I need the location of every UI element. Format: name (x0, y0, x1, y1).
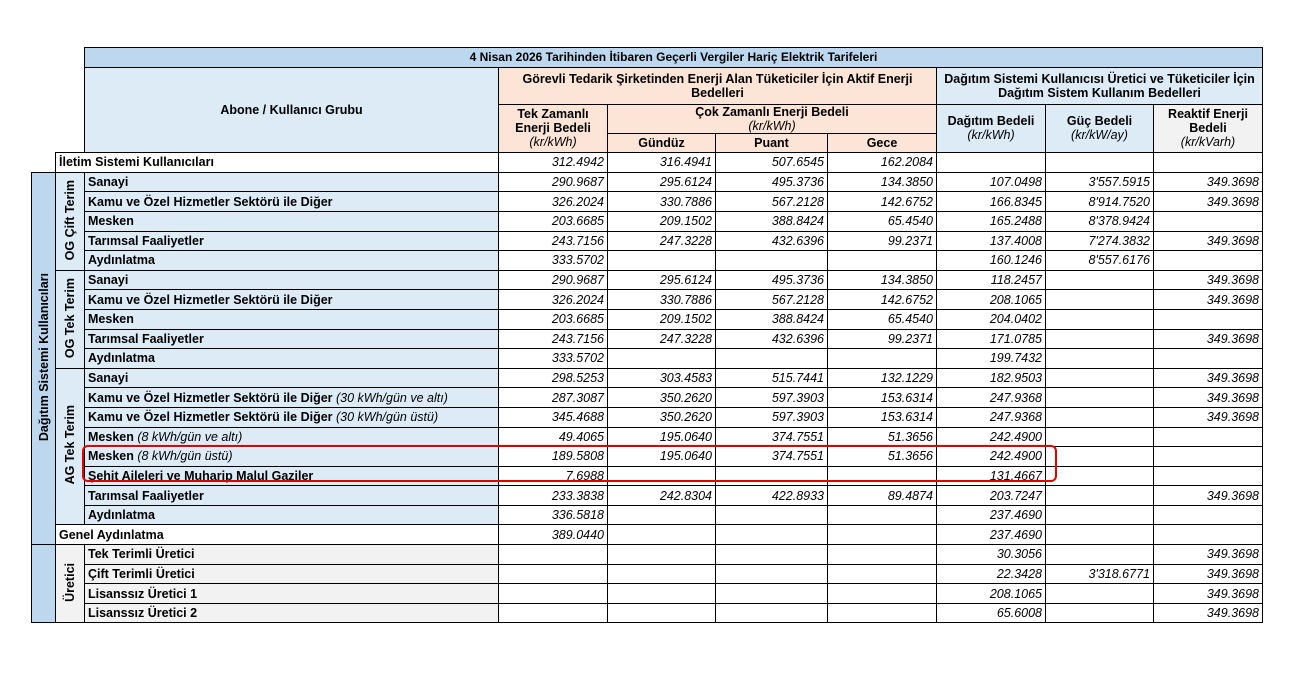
cell-guc-bedeli (1046, 309, 1154, 329)
cell-guc-bedeli (1046, 329, 1154, 349)
outer-label-dagitim-text: Dağıtım Sistemi Kullanıcıları (36, 272, 51, 441)
cell-tek-zamanli: 298.5253 (499, 368, 608, 388)
cell-tek-zamanli (499, 545, 608, 565)
cell-tek-zamanli: 345.4688 (499, 407, 608, 427)
row-label-text: Tarımsal Faaliyetler (88, 233, 204, 248)
row-label (85, 486, 499, 506)
row-label-text: Genel Aydınlatma (59, 527, 164, 542)
row-label (85, 211, 499, 231)
row-label (85, 329, 499, 349)
cell-gunduz (608, 603, 716, 623)
table-row (32, 309, 1263, 329)
cell-dagitim-bedeli: 165.2488 (937, 211, 1046, 231)
row-label-text: Sanayi (88, 273, 129, 288)
cell-guc-bedeli (1046, 368, 1154, 388)
cell-tek-zamanli: 290.9687 (499, 172, 608, 192)
group-label-text: AG Tek Terim (63, 405, 77, 485)
cell-gece: 89.4874 (828, 486, 937, 506)
cell-puant: 374.7551 (716, 427, 828, 447)
cell-tek-zamanli: 243.7156 (499, 329, 608, 349)
header-dagitim-bedeli-unit: (kr/kWh) (967, 128, 1015, 143)
cell-guc-bedeli (1046, 545, 1154, 565)
table-row (32, 231, 1263, 251)
cell-puant: 597.3903 (716, 407, 828, 427)
cell-reaktif: 349.3698 (1154, 486, 1263, 506)
header-reaktif-label: Reaktif Enerji Bedeli (1168, 107, 1248, 136)
cell-gunduz: 350.2620 (608, 407, 716, 427)
cell-puant: 495.3736 (716, 172, 828, 192)
cell-gece (828, 505, 937, 525)
cell-gunduz: 350.2620 (608, 388, 716, 408)
row-label-text: Kamu ve Özel Hizmetler Sektörü ile Diğer (88, 194, 333, 209)
cell-guc-bedeli (1046, 466, 1154, 486)
row-label-text: Sanayi (88, 175, 129, 190)
row-label (85, 505, 499, 525)
cell-dagitim-bedeli: 22.3428 (937, 564, 1046, 584)
cell-guc-bedeli (1046, 153, 1154, 173)
row-label (85, 231, 499, 251)
cell-tek-zamanli: 326.2024 (499, 192, 608, 212)
cell-reaktif: 349.3698 (1154, 545, 1263, 565)
row-label (85, 466, 499, 486)
row-label (56, 525, 499, 545)
cell-gece: 142.6752 (828, 192, 937, 212)
cell-dagitim-bedeli (937, 153, 1046, 173)
cell-reaktif: 349.3698 (1154, 368, 1263, 388)
cell-tek-zamanli: 203.6685 (499, 211, 608, 231)
cell-guc-bedeli (1046, 290, 1154, 310)
cell-reaktif: 349.3698 (1154, 388, 1263, 408)
row-label (85, 388, 499, 408)
cell-gece (828, 603, 937, 623)
cell-tek-zamanli (499, 564, 608, 584)
cell-reaktif (1154, 153, 1263, 173)
outer-label-uretici (56, 545, 85, 623)
cell-dagitim-bedeli: 137.4008 (937, 231, 1046, 251)
group-label (56, 368, 85, 525)
cell-reaktif (1154, 251, 1263, 271)
cell-guc-bedeli: 8'378.9424 (1046, 211, 1154, 231)
row-label-text: Kamu ve Özel Hizmetler Sektörü ile Diğer (88, 292, 333, 307)
cell-gunduz: 195.0640 (608, 447, 716, 467)
cell-gece: 99.2371 (828, 329, 937, 349)
cell-gunduz: 316.4941 (608, 153, 716, 173)
cell-gece (828, 466, 937, 486)
cell-reaktif (1154, 466, 1263, 486)
cell-guc-bedeli (1046, 407, 1154, 427)
cell-guc-bedeli (1046, 447, 1154, 467)
header-puant: Puant (716, 133, 828, 153)
cell-gunduz (608, 584, 716, 604)
cell-gunduz: 303.4583 (608, 368, 716, 388)
row-label (85, 192, 499, 212)
cell-gece: 134.3850 (828, 270, 937, 290)
table-row (32, 584, 1263, 604)
cell-tek-zamanli (499, 603, 608, 623)
cell-gece: 99.2371 (828, 231, 937, 251)
row-label-text: Çift Terimli Üretici (88, 566, 195, 581)
header-group: Abone / Kullanıcı Grubu (85, 67, 499, 153)
row-label-text: Tek Terimli Üretici (88, 547, 195, 562)
cell-gece (828, 584, 937, 604)
row-label-text: Aydınlatma (88, 253, 155, 268)
group-label (56, 270, 85, 368)
row-label (85, 407, 499, 427)
cell-puant: 422.8933 (716, 486, 828, 506)
table-row (32, 564, 1263, 584)
cell-puant: 567.2128 (716, 192, 828, 212)
row-label-text: Tarımsal Faaliyetler (88, 488, 204, 503)
table-row (32, 270, 1263, 290)
cell-puant (716, 251, 828, 271)
cell-gunduz: 330.7886 (608, 290, 716, 310)
row-label (85, 172, 499, 192)
group-label (56, 172, 85, 270)
cell-dagitim-bedeli: 237.4690 (937, 525, 1046, 545)
outer-label-uretici-text: Üretici (63, 562, 77, 602)
table-row (32, 603, 1263, 623)
table-row (32, 388, 1263, 408)
cell-gunduz: 247.3228 (608, 231, 716, 251)
cell-guc-bedeli (1046, 584, 1154, 604)
header-guc-bedeli-label: Güç Bedeli (1066, 114, 1133, 129)
cell-dagitim-bedeli: 160.1246 (937, 251, 1046, 271)
row-label-text: Aydınlatma (88, 508, 155, 523)
table-row (32, 427, 1263, 447)
table-title: 4 Nisan 2026 Tarihinden İtibaren Geçerli Vergiler Hariç Elektrik Tarifeleri (85, 48, 1263, 68)
cell-reaktif: 349.3698 (1154, 407, 1263, 427)
cell-puant: 432.6396 (716, 329, 828, 349)
cell-gunduz (608, 251, 716, 271)
cell-reaktif: 349.3698 (1154, 603, 1263, 623)
cell-guc-bedeli: 3'557.5915 (1046, 172, 1154, 192)
header-guc-bedeli (1046, 104, 1154, 153)
header-dagitim-bedeli-label: Dağıtım Bedeli (947, 114, 1035, 129)
cell-guc-bedeli (1046, 427, 1154, 447)
cell-gunduz (608, 545, 716, 565)
cell-dagitim-bedeli: 118.2457 (937, 270, 1046, 290)
cell-dagitim-bedeli: 182.9503 (937, 368, 1046, 388)
cell-gece (828, 525, 937, 545)
header-tek-zamanli (499, 104, 608, 153)
cell-puant: 374.7551 (716, 447, 828, 467)
row-label-text: İletim Sistemi Kullanıcıları (59, 155, 214, 170)
cell-reaktif (1154, 211, 1263, 231)
row-label-text: Kamu ve Özel Hizmetler Sektörü ile Diğer (88, 390, 333, 405)
row-label-note: (8 kWh/gün ve altı) (137, 429, 243, 444)
cell-puant: 388.8424 (716, 211, 828, 231)
cell-reaktif (1154, 525, 1263, 545)
cell-tek-zamanli: 7.6988 (499, 466, 608, 486)
cell-gunduz (608, 466, 716, 486)
row-label-note: (8 kWh/gün üstü) (137, 449, 233, 464)
title-row (32, 48, 1263, 68)
cell-tek-zamanli: 243.7156 (499, 231, 608, 251)
cell-dagitim-bedeli: 166.8345 (937, 192, 1046, 212)
row-label (85, 290, 499, 310)
cell-reaktif: 349.3698 (1154, 290, 1263, 310)
row-label (85, 349, 499, 369)
cell-dagitim-bedeli: 237.4690 (937, 505, 1046, 525)
cell-gunduz: 195.0640 (608, 427, 716, 447)
group-label-text: OG Tek Terim (63, 277, 77, 358)
cell-tek-zamanli: 333.5702 (499, 251, 608, 271)
header-cok-zamanli-label: Çok Zamanlı Enerji Bedeli (695, 104, 849, 119)
table-row (32, 447, 1263, 467)
header-cok-zamanli (608, 104, 937, 133)
row-label (85, 251, 499, 271)
table-row (32, 251, 1263, 271)
cell-gece: 134.3850 (828, 172, 937, 192)
table-row (32, 172, 1263, 192)
cell-tek-zamanli: 290.9687 (499, 270, 608, 290)
cell-reaktif (1154, 349, 1263, 369)
cell-puant: 432.6396 (716, 231, 828, 251)
cell-gece: 153.6314 (828, 388, 937, 408)
cell-reaktif: 349.3698 (1154, 172, 1263, 192)
cell-tek-zamanli: 326.2024 (499, 290, 608, 310)
table-row (32, 505, 1263, 525)
outer-label-dagitim (32, 172, 56, 544)
cell-guc-bedeli (1046, 270, 1154, 290)
cell-dagitim-bedeli: 247.9368 (937, 388, 1046, 408)
cell-gunduz: 295.6124 (608, 270, 716, 290)
cell-reaktif (1154, 505, 1263, 525)
cell-guc-bedeli (1046, 505, 1154, 525)
cell-guc-bedeli: 3'318.6771 (1046, 564, 1154, 584)
cell-guc-bedeli (1046, 603, 1154, 623)
cell-gece: 153.6314 (828, 407, 937, 427)
row-label (85, 447, 499, 467)
row-label-text: Kamu ve Özel Hizmetler Sektörü ile Diğer (88, 410, 333, 425)
table-row (32, 290, 1263, 310)
row-label (85, 309, 499, 329)
cell-puant (716, 545, 828, 565)
cell-gece (828, 545, 937, 565)
row-label-note: (30 kWh/gün ve altı) (336, 390, 448, 405)
cell-tek-zamanli (499, 584, 608, 604)
cell-puant: 597.3903 (716, 388, 828, 408)
cell-gece: 162.2084 (828, 153, 937, 173)
cell-reaktif: 349.3698 (1154, 329, 1263, 349)
cell-tek-zamanli: 389.0440 (499, 525, 608, 545)
cell-dagitim-bedeli: 30.3056 (937, 545, 1046, 565)
cell-puant: 515.7441 (716, 368, 828, 388)
table-row (32, 545, 1263, 565)
cell-guc-bedeli (1046, 388, 1154, 408)
cell-dagitim-bedeli: 171.0785 (937, 329, 1046, 349)
cell-gunduz (608, 349, 716, 369)
cell-gece: 51.3656 (828, 447, 937, 467)
cell-gunduz: 330.7886 (608, 192, 716, 212)
table-row (32, 153, 1263, 173)
cell-dagitim-bedeli: 242.4900 (937, 427, 1046, 447)
cell-dagitim-bedeli: 131.4667 (937, 466, 1046, 486)
cell-puant (716, 564, 828, 584)
header-cok-zamanli-unit: (kr/kWh) (748, 118, 796, 133)
row-label (85, 545, 499, 565)
row-label-text: Mesken (88, 449, 134, 464)
cell-puant: 507.6545 (716, 153, 828, 173)
cell-tek-zamanli: 312.4942 (499, 153, 608, 173)
row-label (85, 603, 499, 623)
cell-dagitim-bedeli: 208.1065 (937, 584, 1046, 604)
row-label-text: Lisanssız Üretici 2 (88, 606, 198, 621)
cell-dagitim-bedeli: 107.0498 (937, 172, 1046, 192)
cell-tek-zamanli: 333.5702 (499, 349, 608, 369)
cell-dagitim-bedeli: 242.4900 (937, 447, 1046, 467)
header-dagitim-bedeli (937, 104, 1046, 153)
cell-gunduz (608, 564, 716, 584)
cell-reaktif: 349.3698 (1154, 231, 1263, 251)
group-label-text: OG Çift Terim (63, 179, 77, 260)
tariff-table (31, 47, 1263, 623)
row-label-note: (30 kWh/gün üstü) (336, 410, 439, 425)
cell-guc-bedeli: 8'557.6176 (1046, 251, 1154, 271)
cell-dagitim-bedeli: 208.1065 (937, 290, 1046, 310)
header-reaktif (1154, 104, 1263, 153)
cell-puant: 388.8424 (716, 309, 828, 329)
cell-guc-bedeli: 7'274.3832 (1046, 231, 1154, 251)
row-label-text: Aydınlatma (88, 351, 155, 366)
cell-gunduz (608, 505, 716, 525)
header-gorevli: Görevli Tedarik Şirketinden Enerji Alan Tüketiciler İçin Aktif Enerji Bedelleri (499, 67, 937, 104)
row-label (56, 153, 499, 173)
header-tek-zamanli-label: Tek Zamanlı Enerji Bedeli (515, 107, 591, 136)
cell-reaktif (1154, 309, 1263, 329)
cell-gece (828, 349, 937, 369)
cell-tek-zamanli: 49.4065 (499, 427, 608, 447)
row-label-text: Mesken (88, 429, 134, 444)
cell-gunduz (608, 525, 716, 545)
row-label-text: Lisanssız Üretici 1 (88, 586, 198, 601)
cell-gunduz: 209.1502 (608, 211, 716, 231)
cell-puant (716, 505, 828, 525)
table-row (32, 486, 1263, 506)
cell-gunduz: 209.1502 (608, 309, 716, 329)
cell-reaktif: 349.3698 (1154, 584, 1263, 604)
cell-gunduz: 247.3228 (608, 329, 716, 349)
cell-tek-zamanli: 189.5808 (499, 447, 608, 467)
row-label (85, 368, 499, 388)
header-gunduz: Gündüz (608, 133, 716, 153)
table-row (32, 192, 1263, 212)
cell-dagitim-bedeli: 247.9368 (937, 407, 1046, 427)
cell-guc-bedeli (1046, 349, 1154, 369)
blank-cell (32, 153, 56, 173)
cell-reaktif: 349.3698 (1154, 192, 1263, 212)
cell-reaktif (1154, 447, 1263, 467)
cell-puant (716, 525, 828, 545)
row-label-text: Tarımsal Faaliyetler (88, 331, 204, 346)
table-row (32, 466, 1263, 486)
header-gece: Gece (828, 133, 937, 153)
cell-dagitim-bedeli: 65.6008 (937, 603, 1046, 623)
header-guc-bedeli-unit: (kr/kW/ay) (1071, 128, 1128, 143)
header-row-1 (32, 67, 1263, 104)
cell-puant (716, 603, 828, 623)
cell-puant (716, 584, 828, 604)
row-label (85, 584, 499, 604)
cell-guc-bedeli: 8'914.7520 (1046, 192, 1154, 212)
cell-reaktif: 349.3698 (1154, 564, 1263, 584)
cell-puant (716, 466, 828, 486)
header-tek-zamanli-unit: (kr/kWh) (529, 135, 577, 150)
cell-tek-zamanli: 203.6685 (499, 309, 608, 329)
outer-label-blank (32, 545, 56, 623)
cell-reaktif (1154, 427, 1263, 447)
cell-gece: 51.3656 (828, 427, 937, 447)
row-label-text: Mesken (88, 312, 134, 327)
header-dagitim: Dağıtım Sistemi Kullanıcısı Üretici ve Tüketiciler İçin Dağıtım Sistem Kullanım Bedelleri (937, 67, 1263, 104)
row-label-text: Mesken (88, 214, 134, 229)
row-label-text: Şehit Aileleri ve Muharip Malul Gaziler (88, 468, 314, 483)
cell-puant: 567.2128 (716, 290, 828, 310)
table-row (32, 349, 1263, 369)
table-row (32, 211, 1263, 231)
cell-tek-zamanli: 336.5818 (499, 505, 608, 525)
row-label (85, 427, 499, 447)
cell-gece (828, 564, 937, 584)
row-label (85, 564, 499, 584)
header-reaktif-unit: (kr/kVarh) (1180, 135, 1236, 150)
cell-guc-bedeli (1046, 525, 1154, 545)
cell-gece: 132.1229 (828, 368, 937, 388)
cell-tek-zamanli: 233.3838 (499, 486, 608, 506)
cell-gece: 142.6752 (828, 290, 937, 310)
cell-gece: 65.4540 (828, 309, 937, 329)
table-row (32, 329, 1263, 349)
cell-gunduz: 242.8304 (608, 486, 716, 506)
cell-gece (828, 251, 937, 271)
cell-tek-zamanli: 287.3087 (499, 388, 608, 408)
table-row (32, 525, 1263, 545)
cell-gunduz: 295.6124 (608, 172, 716, 192)
cell-gece: 65.4540 (828, 211, 937, 231)
cell-puant: 495.3736 (716, 270, 828, 290)
table-row (32, 368, 1263, 388)
cell-puant (716, 349, 828, 369)
cell-dagitim-bedeli: 204.0402 (937, 309, 1046, 329)
cell-reaktif: 349.3698 (1154, 270, 1263, 290)
cell-dagitim-bedeli: 199.7432 (937, 349, 1046, 369)
cell-dagitim-bedeli: 203.7247 (937, 486, 1046, 506)
cell-guc-bedeli (1046, 486, 1154, 506)
row-label (85, 270, 499, 290)
table-row (32, 407, 1263, 427)
row-label-text: Sanayi (88, 371, 129, 386)
